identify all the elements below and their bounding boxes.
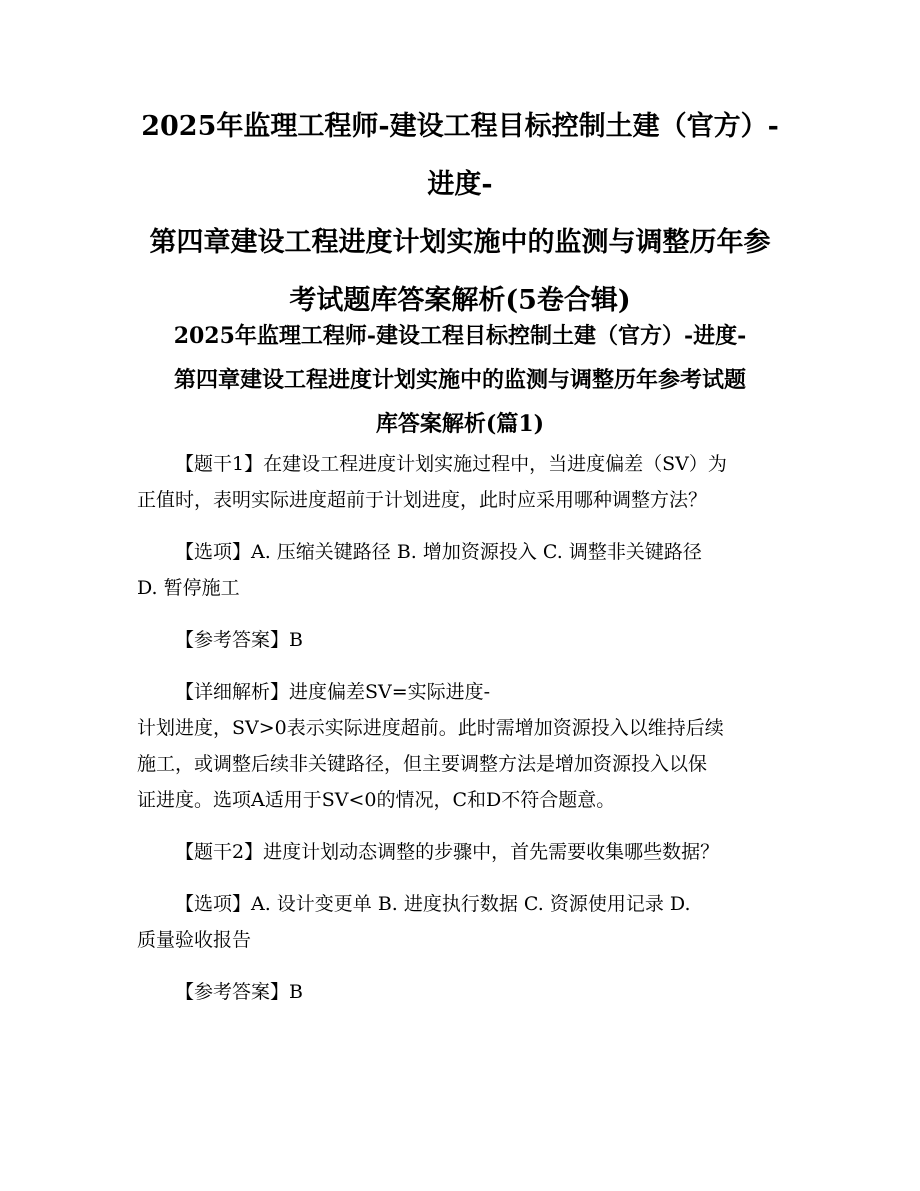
- section-heading-line: 2025年监理工程师-建设工程目标控制土建（官方）-进度-: [173, 323, 747, 349]
- text-line: 【参考答案】B: [175, 629, 303, 651]
- document-title: [120, 98, 800, 330]
- question-2-answer: [137, 974, 783, 1010]
- text-line: 【题干1】在建设工程进度计划实施过程中，当进度偏差（SV）为: [175, 453, 727, 475]
- question-2-options: [137, 886, 783, 958]
- question-2-stem: [137, 834, 783, 870]
- question-1-analysis: [137, 674, 783, 818]
- document-title-line: 2025年监理工程师-建设工程目标控制土建（官方）-: [141, 111, 779, 142]
- question-1-stem: [137, 446, 783, 518]
- text-line: 正值时，表明实际进度超前于计划进度，此时应采用哪种调整方法？: [137, 489, 708, 511]
- question-1-answer: [137, 622, 783, 658]
- section-heading: [140, 314, 780, 446]
- text-line: 施工，或调整后续非关键路径，但主要调整方法是增加资源投入以保: [137, 753, 708, 775]
- text-line: 证进度。选项A适用于SV<0的情况，C和D不符合题意。: [137, 789, 616, 811]
- text-line: 质量验收报告: [137, 929, 252, 951]
- document-title-line: 第四章建设工程进度计划实施中的监测与调整历年参: [149, 227, 771, 258]
- text-line: 【详细解析】进度偏差SV=实际进度-: [175, 681, 491, 703]
- text-line: 【选项】A. 压缩关键路径 B. 增加资源投入 C. 调整非关键路径: [175, 541, 702, 563]
- document-title-line: 进度-: [427, 169, 493, 200]
- section-heading-line: 库答案解析(篇1): [375, 411, 545, 437]
- question-1-options: [137, 534, 783, 606]
- text-line: 计划进度，SV>0表示实际进度超前。此时需增加资源投入以维持后续: [137, 717, 724, 739]
- text-line: D. 暂停施工: [137, 577, 240, 599]
- text-line: 【题干2】进度计划动态调整的步骤中，首先需要收集哪些数据？: [175, 841, 720, 863]
- document-body: [137, 446, 783, 1026]
- text-line: 【参考答案】B: [175, 981, 303, 1003]
- section-heading-line: 第四章建设工程进度计划实施中的监测与调整历年参考试题: [173, 367, 746, 393]
- text-line: 【选项】A. 设计变更单 B. 进度执行数据 C. 资源使用记录 D.: [175, 893, 691, 915]
- document-title-line: 考试题库答案解析(5卷合辑): [289, 285, 631, 316]
